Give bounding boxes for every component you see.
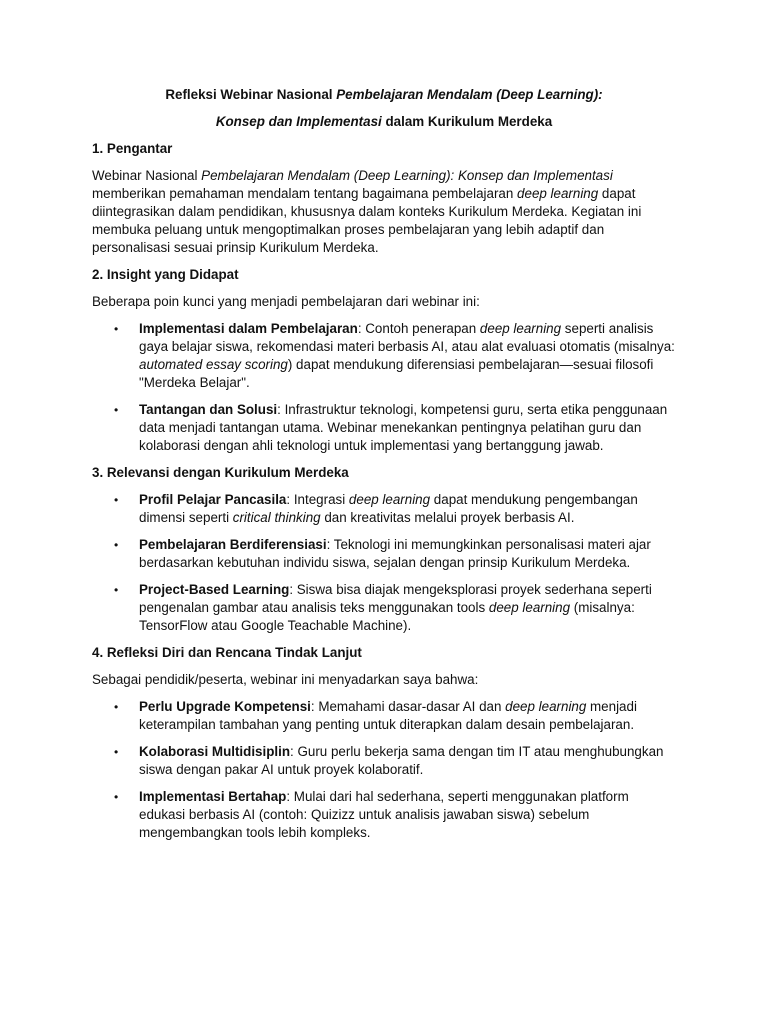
document-title-line-2: Konsep dan Implementasi dalam Kurikulum Merdeka bbox=[215, 114, 553, 129]
list-item: • Perlu Upgrade Kompetensi: Memahami dasar-dasar AI dan deep learning menjadi keterampilan tambahan yang penting untuk diterapkan dalam desain pembelajaran. bbox=[114, 699, 637, 732]
bullet-icon: • bbox=[114, 322, 119, 336]
bullet-icon: • bbox=[114, 403, 119, 417]
document-title-line-1: Refleksi Webinar Nasional Pembelajaran Mendalam (Deep Learning): bbox=[165, 87, 603, 102]
section-4-list bbox=[92, 698, 676, 842]
section-1-paragraph: Webinar Nasional Pembelajaran Mendalam (Deep Learning): Konsep dan Implementasi memberikan pemahaman mendalam tentang bagaimana pembelajaran deep learning dapat diintegrasikan dalam pendidikan, khususnya dalam konteks Kurikulum Merdeka. Kegiatan ini membuka peluang untuk mengoptimalkan proses pembelajaran yang lebih adaptif dan personalisasi sesuai prinsip Kurikulum Merdeka. bbox=[92, 168, 642, 255]
list-item: • Implementasi Bertahap: Mulai dari hal sederhana, seperti menggunakan platform edukasi berbasis AI (contoh: Quizizz untuk analisis jawaban siswa) sebelum mengembangkan tools lebih kompleks. bbox=[114, 789, 629, 840]
section-2-list bbox=[92, 320, 676, 455]
list-item: • Implementasi dalam Pembelajaran: Contoh penerapan deep learning seperti analisis gaya belajar siswa, rekomendasi materi berbasis AI, atau alat evaluasi otomatis (misalnya: automated essay scoring) dapat mendukung diferensiasi pembelajaran—sesuai filosofi "Merdeka Belajar". bbox=[114, 321, 675, 390]
bullet-icon: • bbox=[114, 538, 119, 552]
section-2-heading: 2. Insight yang Didapat bbox=[92, 267, 239, 282]
bullet-icon: • bbox=[114, 790, 119, 804]
section-4-intro: Sebagai pendidik/peserta, webinar ini menyadarkan saya bahwa: bbox=[92, 672, 479, 687]
section-4-heading: 4. Refleksi Diri dan Rencana Tindak Lanjut bbox=[92, 645, 362, 660]
bullet-icon: • bbox=[114, 745, 119, 759]
list-item: • Tantangan dan Solusi: Infrastruktur teknologi, kompetensi guru, serta etika penggunaan data menjadi tantangan utama. Webinar menekankan pentingnya pelatihan guru dan kolaborasi dengan ahli teknologi untuk implementasi yang bertanggung jawab. bbox=[114, 402, 668, 453]
section-1-heading: 1. Pengantar bbox=[92, 141, 173, 156]
list-item: • Profil Pelajar Pancasila: Integrasi deep learning dapat mendukung pengembangan dimensi seperti critical thinking dan kreativitas melalui proyek berbasis AI. bbox=[114, 492, 638, 525]
list-item: • Pembelajaran Berdiferensiasi: Teknologi ini memungkinkan personalisasi materi ajar berdasarkan kebutuhan individu siswa, sejalan dengan prinsip Kurikulum Merdeka. bbox=[114, 537, 651, 570]
bullet-icon: • bbox=[114, 700, 119, 714]
section-3-heading: 3. Relevansi dengan Kurikulum Merdeka bbox=[92, 465, 349, 480]
bullet-icon: • bbox=[114, 583, 119, 597]
section-3-list bbox=[92, 491, 676, 635]
bullet-icon: • bbox=[114, 493, 119, 507]
list-item: • Kolaborasi Multidisiplin: Guru perlu bekerja sama dengan tim IT atau menghubungkan siswa dengan pakar AI untuk proyek kolaboratif. bbox=[114, 744, 664, 777]
list-item: • Project-Based Learning: Siswa bisa diajak mengeksplorasi proyek sederhana seperti pengenalan gambar atau analisis teks menggunakan tools deep learning (misalnya: TensorFlow atau Google Teachable Machine). bbox=[114, 582, 652, 633]
section-2-intro: Beberapa poin kunci yang menjadi pembelajaran dari webinar ini: bbox=[92, 294, 480, 309]
